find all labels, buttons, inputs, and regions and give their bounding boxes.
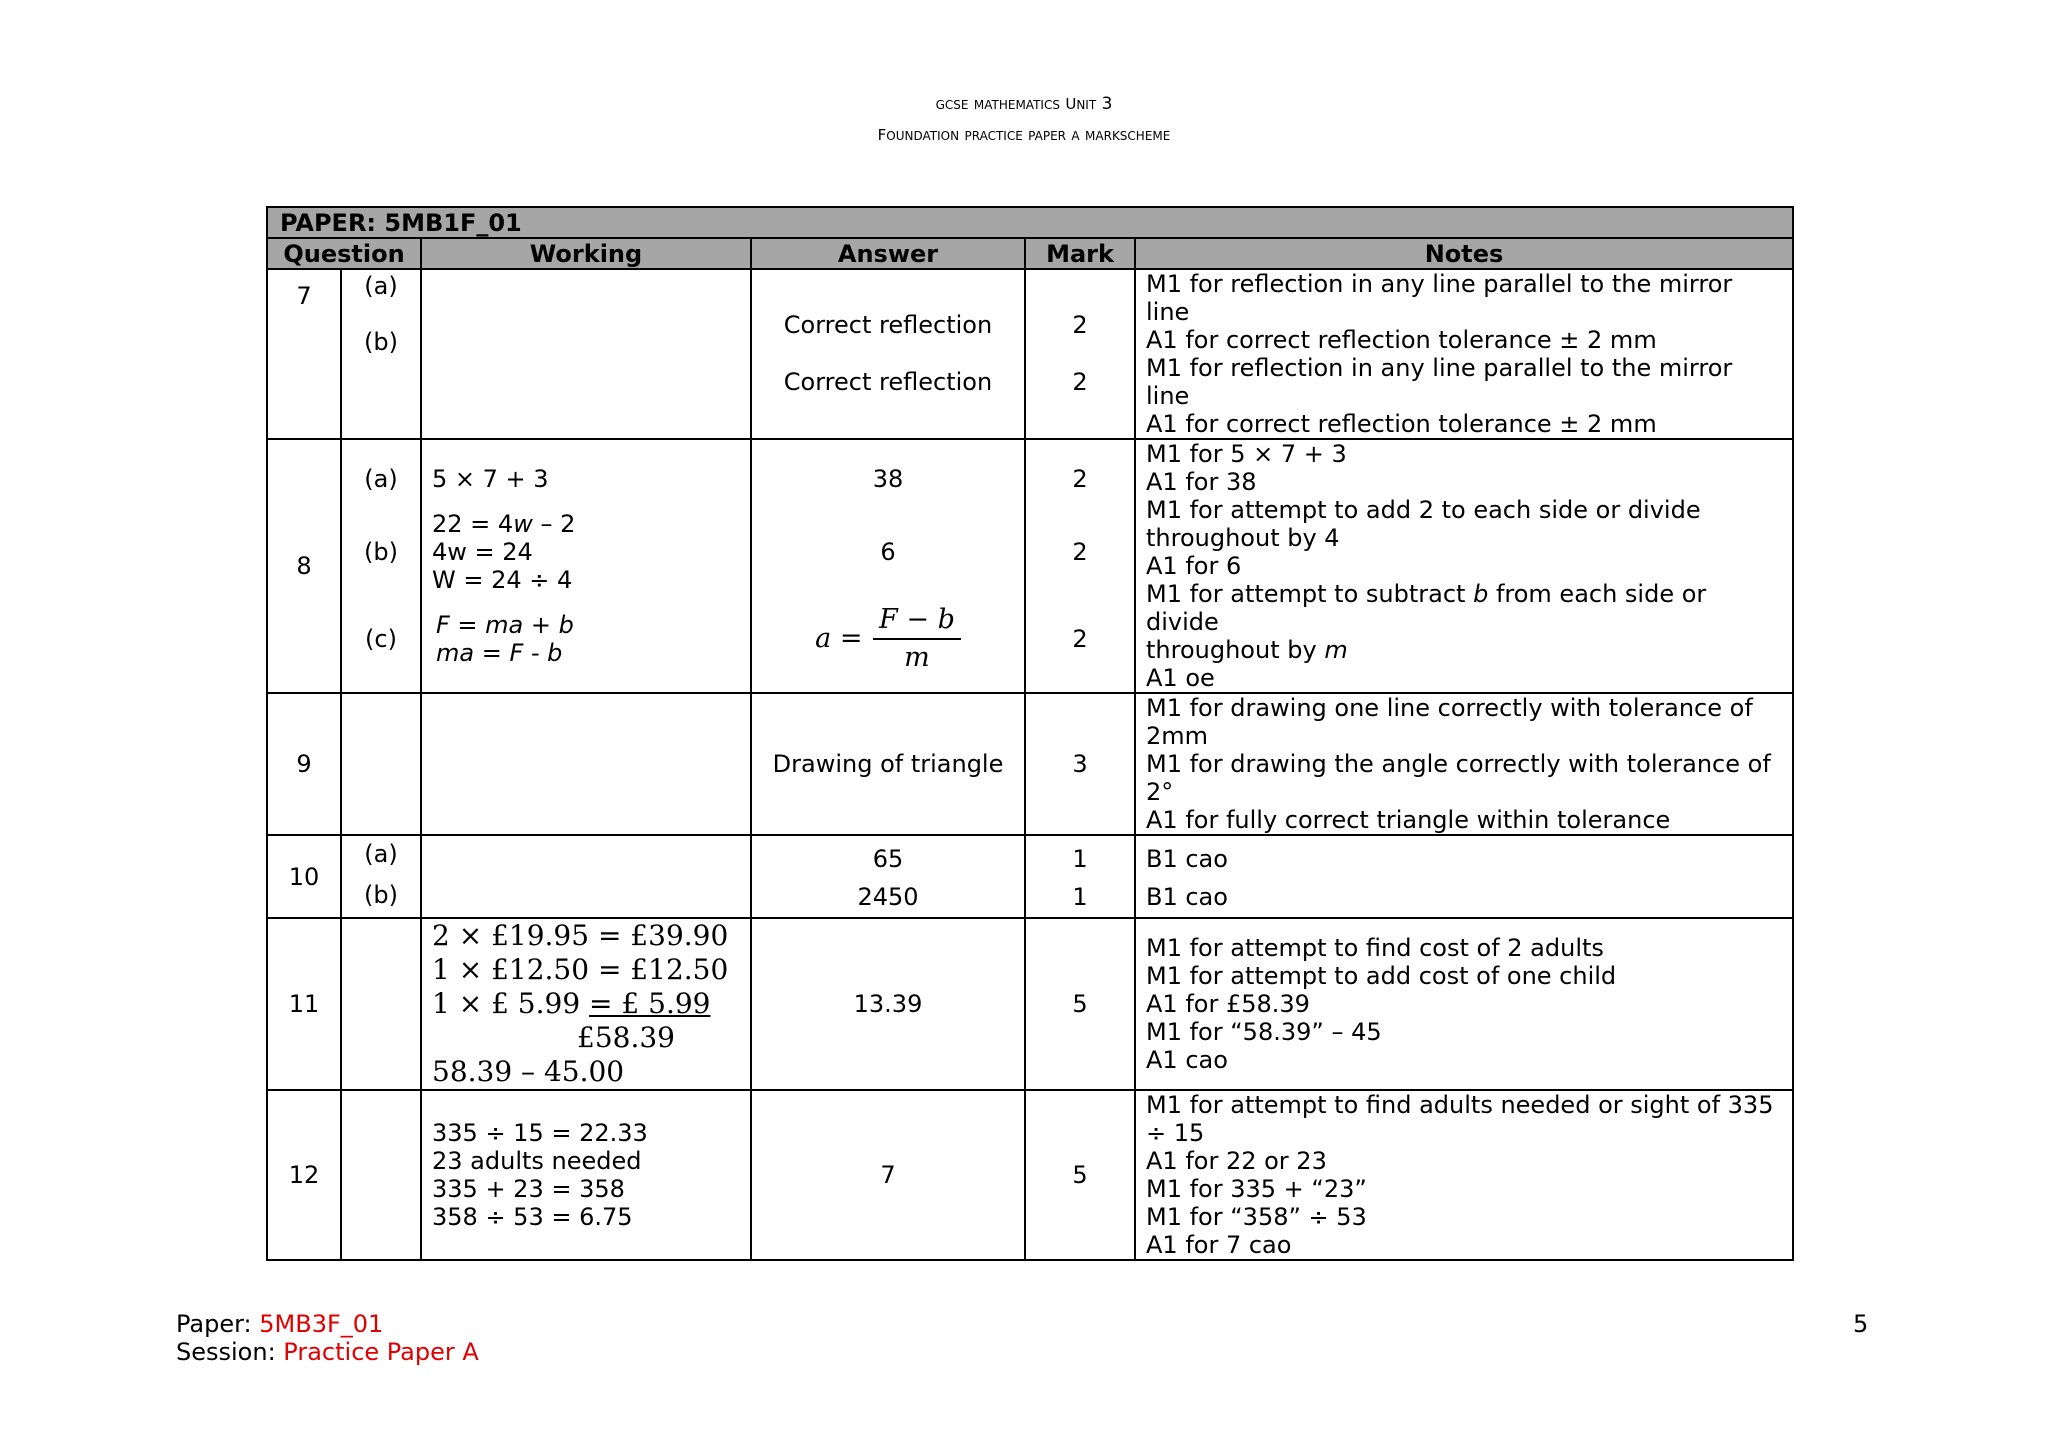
note-line: A1 for 22 or 23 xyxy=(1146,1147,1327,1175)
mark-cell: 5 xyxy=(1025,1090,1135,1260)
note-line: A1 for 7 cao xyxy=(1146,1231,1292,1259)
part-label: (b) xyxy=(364,538,398,566)
document-header xyxy=(0,88,2048,150)
note-line: A1 for correct reflection tolerance ± 2 mm xyxy=(1146,326,1657,354)
note-line: A1 for 6 xyxy=(1146,552,1242,580)
working-line: 4w = 24 xyxy=(432,538,533,566)
working-line: 1 × £12.50 = £12.50 xyxy=(432,953,729,986)
note-line: M1 for 5 × 7 + 3 xyxy=(1146,440,1347,468)
col-question: Question xyxy=(267,238,421,269)
mark-value: 2 xyxy=(1072,311,1088,339)
table-row-q10 xyxy=(267,835,1793,918)
footer-value: 5MB3F_01 xyxy=(259,1310,384,1338)
working-block xyxy=(432,597,740,681)
note-line: A1 for correct reflection tolerance ± 2 mm xyxy=(1146,410,1657,438)
working-line: F = ma + b xyxy=(436,611,574,639)
table-row-q7 xyxy=(267,269,1793,439)
footer-label: Session: xyxy=(176,1338,284,1366)
header-text: oundation practice paper a markscheme xyxy=(886,125,1171,145)
page-number: 5 xyxy=(1853,1310,1869,1338)
working-cell xyxy=(421,439,751,693)
working-cell xyxy=(421,918,751,1090)
working-line: 335 + 23 = 358 xyxy=(432,1175,625,1203)
working-line: 23 adults needed xyxy=(432,1147,642,1175)
answer-text: Correct reflection xyxy=(783,311,993,339)
working-var: w xyxy=(513,510,533,538)
mark-value: 2 xyxy=(1072,625,1088,653)
working-text-underlined: = £ 5.99 xyxy=(589,987,711,1020)
note-line: B1 cao xyxy=(1146,844,1228,873)
part-label: (a) xyxy=(364,465,398,493)
answer-text: 65 xyxy=(872,844,904,873)
note-text: from each side or divide xyxy=(1146,580,1707,636)
working-line: 358 ÷ 53 = 6.75 xyxy=(432,1203,633,1231)
paper-row xyxy=(267,207,1793,238)
part-label: (c) xyxy=(365,625,397,653)
note-line: A1 for £58.39 xyxy=(1146,990,1310,1018)
mark-cell: 3 xyxy=(1025,693,1135,835)
working-line: 335 ÷ 15 = 22.33 xyxy=(432,1119,648,1147)
fraction-denominator: m xyxy=(904,642,930,673)
note-line: M1 for reflection in any line parallel to the mirror line xyxy=(1146,270,1733,326)
header-line-2 xyxy=(0,119,2048,150)
note-var: b xyxy=(1473,580,1489,608)
header-text: nit 3 xyxy=(1076,94,1113,114)
notes-cell xyxy=(1135,693,1793,835)
note-line: M1 for reflection in any line parallel to the mirror line xyxy=(1146,354,1733,410)
note-line: A1 oe xyxy=(1146,664,1215,692)
fraction-numerator: F − b xyxy=(873,606,961,640)
note-line: M1 for attempt to add 2 to each side or divide xyxy=(1146,496,1701,524)
fraction-formula xyxy=(815,606,961,672)
col-working: Working xyxy=(421,238,751,269)
table-row-q8 xyxy=(267,439,1793,693)
notes-cell xyxy=(1135,439,1793,693)
question-parts xyxy=(341,835,421,918)
working-cell xyxy=(421,835,751,918)
mark-value: 2 xyxy=(1072,368,1088,396)
working-text: 22 = 4 xyxy=(432,510,514,538)
footer-session xyxy=(176,1338,479,1366)
col-notes: Notes xyxy=(1135,238,1793,269)
notes-cell xyxy=(1135,918,1793,1090)
working-text: 1 × £ 5.99 xyxy=(432,987,590,1020)
paper-label: PAPER: 5MB1F_01 xyxy=(267,207,1793,238)
note-line: A1 for fully correct triangle within tolerance xyxy=(1146,806,1671,834)
answer-cell: 13.39 xyxy=(751,918,1025,1090)
mark-cell xyxy=(1025,439,1135,693)
question-number: 11 xyxy=(267,918,341,1090)
note-line: M1 for attempt to find cost of 2 adults xyxy=(1146,934,1604,962)
note-text: throughout by xyxy=(1146,636,1325,664)
mark-value: 2 xyxy=(1072,538,1088,566)
note-line: M1 for drawing the angle correctly with tolerance of 2° xyxy=(1146,750,1771,806)
mark-cell xyxy=(1025,269,1135,439)
question-parts xyxy=(341,269,421,439)
working-line xyxy=(432,987,740,1021)
working-line: 5 × 7 + 3 xyxy=(432,465,549,493)
question-number: 9 xyxy=(267,693,341,835)
note-line: throughout by 4 xyxy=(1146,524,1340,552)
answer-text: 2450 xyxy=(857,882,919,911)
question-number: 10 xyxy=(267,835,341,918)
question-parts xyxy=(341,439,421,693)
mark-value: 1 xyxy=(1072,882,1088,911)
note-line: A1 for 38 xyxy=(1146,468,1257,496)
mark-cell xyxy=(1025,835,1135,918)
formula-lhs: a = xyxy=(815,623,863,654)
working-line: 58.39 – 45.00 xyxy=(432,1055,625,1088)
answer-formula xyxy=(762,597,1014,681)
column-header-row xyxy=(267,238,1793,269)
working-cell xyxy=(421,269,751,439)
answer-text: Correct reflection xyxy=(783,368,993,396)
note-line xyxy=(1146,580,1782,636)
working-line: W = 24 ÷ 4 xyxy=(432,566,573,594)
col-answer: Answer xyxy=(751,238,1025,269)
answer-cell xyxy=(751,269,1025,439)
footer-label: Paper: xyxy=(176,1310,260,1338)
header-text: gcse mathematics xyxy=(935,94,1066,114)
note-text: M1 for attempt to subtract xyxy=(1146,580,1474,608)
working-line: £58.39 xyxy=(577,1021,675,1054)
note-line xyxy=(1146,636,1782,664)
answer-cell: Drawing of triangle xyxy=(751,693,1025,835)
answer-cell xyxy=(751,439,1025,693)
note-var: m xyxy=(1324,636,1348,664)
note-line: B1 cao xyxy=(1146,882,1228,911)
question-number: 12 xyxy=(267,1090,341,1260)
note-line: A1 cao xyxy=(1146,1046,1228,1074)
answer-text: 6 xyxy=(880,538,896,566)
fraction xyxy=(873,606,961,672)
table-row-q12 xyxy=(267,1090,1793,1260)
footer-value: Practice Paper A xyxy=(283,1338,479,1366)
col-mark: Mark xyxy=(1025,238,1135,269)
answer-cell xyxy=(751,835,1025,918)
working-text: – 2 xyxy=(532,510,576,538)
working-line: 2 × £19.95 = £39.90 xyxy=(432,919,729,952)
working-cell xyxy=(421,693,751,835)
working-line: ma = F - b xyxy=(436,639,563,667)
note-line: M1 for 335 + “23” xyxy=(1146,1175,1367,1203)
footer-paper xyxy=(176,1310,479,1338)
part-label: (b) xyxy=(364,328,398,356)
part-label: (a) xyxy=(364,839,398,868)
question-parts xyxy=(341,1090,421,1260)
part-label: (a) xyxy=(364,272,398,300)
notes-cell xyxy=(1135,1090,1793,1260)
question-parts xyxy=(341,693,421,835)
question-number: 8 xyxy=(267,439,341,693)
markscheme-table xyxy=(266,206,1794,1261)
working-line xyxy=(432,510,740,538)
table-row-q11 xyxy=(267,918,1793,1090)
document-footer xyxy=(176,1310,479,1366)
working-cell xyxy=(421,1090,751,1260)
note-line: M1 for attempt to find adults needed or sight of 335 ÷ 15 xyxy=(1146,1091,1774,1147)
working-block xyxy=(432,507,740,597)
note-line: M1 for attempt to add cost of one child xyxy=(1146,962,1617,990)
question-number: 7 xyxy=(267,269,341,439)
header-text: u xyxy=(1065,90,1077,114)
part-label: (b) xyxy=(364,880,398,909)
note-line: M1 for “358” ÷ 53 xyxy=(1146,1203,1367,1231)
answer-text: 38 xyxy=(872,465,904,493)
answer-cell: 7 xyxy=(751,1090,1025,1260)
notes-cell xyxy=(1135,269,1793,439)
header-line-1 xyxy=(0,88,2048,119)
notes-cell xyxy=(1135,835,1793,918)
note-line: M1 for “58.39” – 45 xyxy=(1146,1018,1382,1046)
header-text: f xyxy=(877,121,887,145)
table-row-q9 xyxy=(267,693,1793,835)
mark-cell: 5 xyxy=(1025,918,1135,1090)
note-line: M1 for drawing one line correctly with tolerance of 2mm xyxy=(1146,694,1753,750)
mark-value: 1 xyxy=(1072,844,1088,873)
mark-value: 2 xyxy=(1072,465,1088,493)
question-parts xyxy=(341,918,421,1090)
